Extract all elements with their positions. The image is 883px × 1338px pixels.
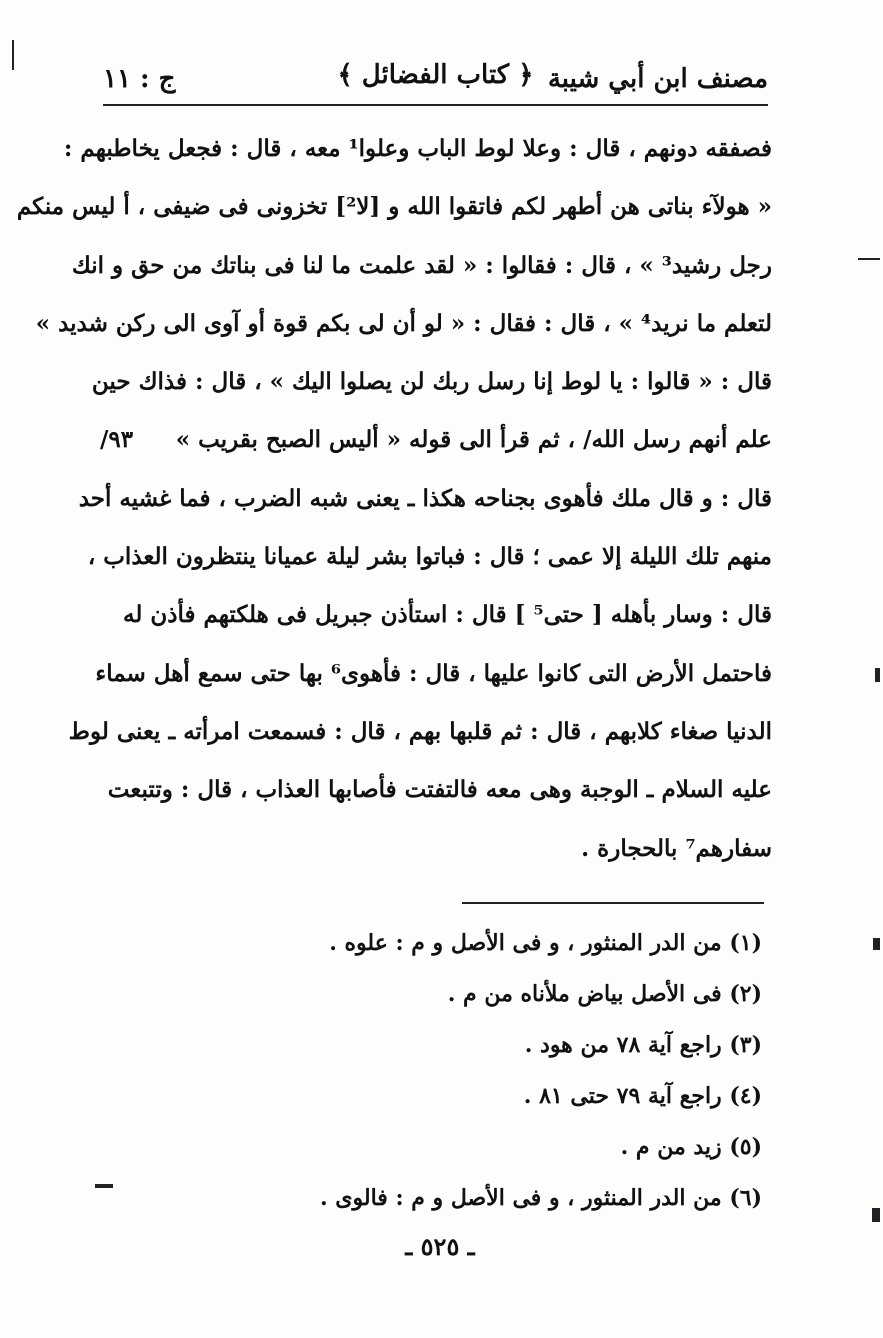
page-number: ـ ٥٢٥ ـ (405, 1232, 475, 1261)
scan-speck (12, 40, 14, 70)
text-line: سفارهم⁷ بالحجارة . (581, 834, 772, 862)
running-header (103, 58, 768, 102)
scan-speck (872, 1208, 880, 1222)
text-line: رجل رشيد³ » ، قال : فقالوا : « لقد علمت ما لنا فى بناتك من حق و انك (71, 251, 772, 279)
scan-speck (875, 668, 880, 682)
footnote: (٦) من الدر المنثور ، و فى الأصل و م : فالوى . (319, 1185, 762, 1211)
footnote: (١) من الدر المنثور ، و فى الأصل و م : علوه . (329, 930, 762, 956)
text-line: الدنيا صغاء كلابهم ، قال : ثم قلبها بهم ، قال : فسمعت امرأته ـ يعنى لوط (68, 717, 772, 745)
footnote: (٤) راجع آية ٧٩ حتى ٨١ . (523, 1083, 762, 1109)
footnotes (200, 918, 762, 1224)
manuscript-folio-ref: ٩٣/ (100, 426, 134, 454)
text-line: لتعلم ما نريد⁴ » ، قال : فقال : « لو أن لى بكم قوة أو آوى الى ركن شديد » (35, 309, 772, 337)
volume-number: ج : ١١ (103, 64, 176, 94)
main-text (16, 120, 772, 878)
text-line: قال : « قالوا : يا لوط إنا رسل ربك لن يصلوا اليك » ، قال : فذاك حين (91, 368, 772, 396)
text-line: قال : وسار بأهله [ حتى⁵ ] قال : استأذن جبريل فى هلكتهم فأذن له (122, 601, 772, 629)
scan-speck (858, 258, 880, 260)
text-line: « هولآء بناتى هن أطهر لكم فاتقوا الله و [لا²] تخزونى فى ضيفى ، أ ليس منكم (16, 193, 772, 221)
text-line: فصفقه دونهم ، قال : وعلا لوط الباب وعلوا¹ معه ، قال : فجعل يخاطبهم : (63, 135, 772, 162)
footnote: (٢) فى الأصل بياض ملأناه من م . (447, 981, 762, 1007)
book-title: مصنف ابن أبي شيبة (547, 64, 768, 94)
section-title: ﴿ كتاب الفضائل ﴾ (337, 60, 534, 90)
footnote: (٥) زيد من م . (620, 1134, 762, 1160)
footnote: (٣) راجع آية ٧٨ من هود . (524, 1032, 762, 1058)
text-line: علم أنهم رسل الله/ ، ثم قرأ الى قوله « أليس الصبح بقريب » (175, 426, 772, 454)
text-line: فاحتمل الأرض التى كانوا عليها ، قال : فأهوى⁶ بها حتى سمع أهل سماء (95, 659, 772, 687)
scan-speck (873, 938, 880, 950)
footnote-rule (462, 902, 764, 904)
header-rule (103, 104, 768, 106)
scan-speck (95, 1184, 113, 1188)
text-line-with-margin-ref (100, 411, 772, 469)
text-line: منهم تلك الليلة إلا عمى ؛ قال : فباتوا بشر ليلة عميانا ينتظرون العذاب ، (87, 543, 772, 571)
text-line: قال : و قال ملك فأهوى بجناحه هكذا ـ يعنى شبه الضرب ، فما غشيه أحد (78, 484, 772, 512)
text-line: عليه السلام ـ الوجبة وهى معه فالتفتت فأصابها العذاب ، قال : وتتبعت (107, 776, 772, 804)
